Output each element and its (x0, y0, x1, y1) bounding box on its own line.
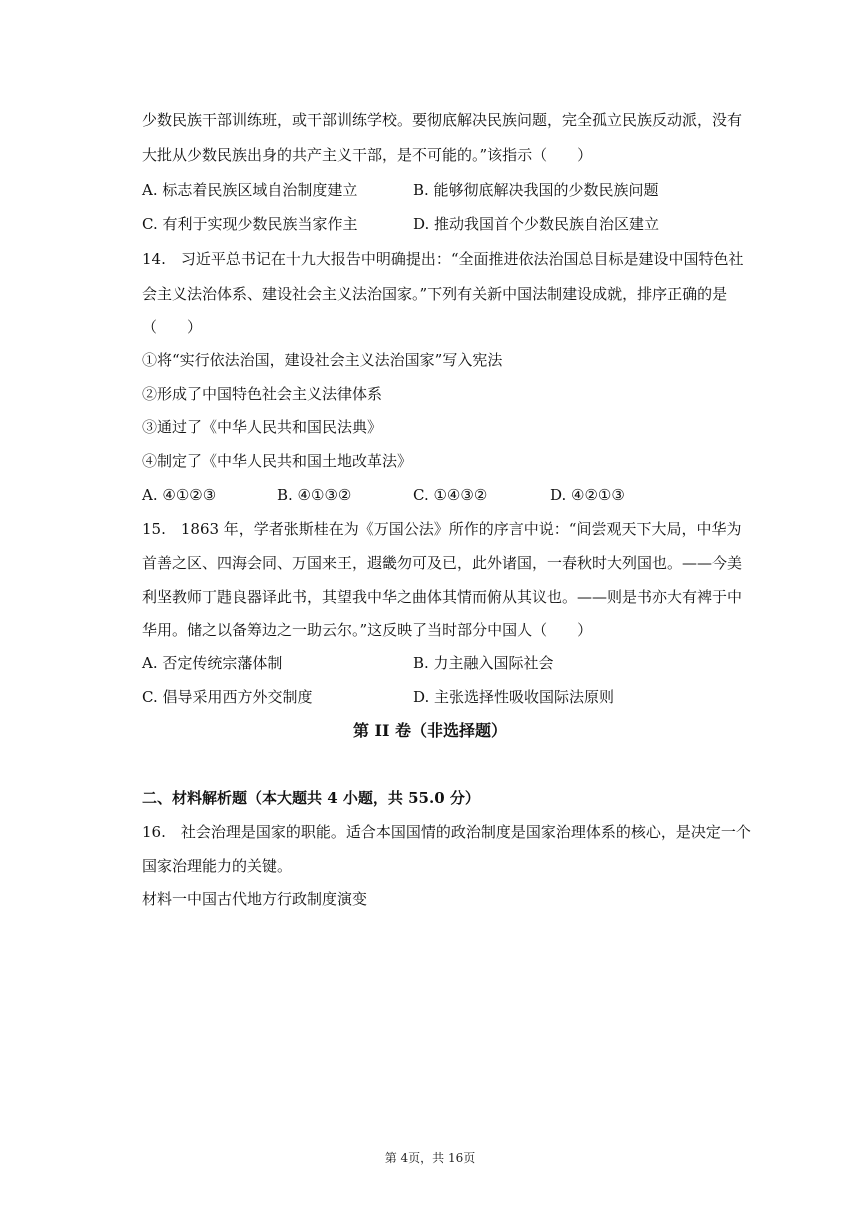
q13-option-b: B. 能够彻底解决我国的少数民族问题 (413, 181, 659, 199)
section-2-heading: 二、材料解析题（本大题共 4 小题，共 55.0 分） (142, 789, 480, 807)
q14-option-c: C. ①④③② (413, 486, 488, 504)
q15-option-b: B. 力主融入国际社会 (413, 654, 554, 672)
q15-option-d: D. 主张选择性吸收国际法原则 (413, 688, 615, 706)
q16-material-1-label: 材料一中国古代地方行政制度演变 (142, 890, 368, 908)
q16-line-1: 16. 社会治理是国家的职能。适合本国国情的政治制度是国家治理体系的核心，是决定一个 (142, 823, 751, 841)
q13-option-c: C. 有利于实现少数民族当家作主 (142, 215, 358, 233)
q13-option-d: D. 推动我国首个少数民族自治区建立 (413, 215, 660, 233)
q13-line-1: 少数民族干部训练班，或干部训练学校。要彻底解决民族问题，完全孤立民族反动派，没有 (142, 111, 743, 129)
q13-option-a: A. 标志着民族区域自治制度建立 (142, 181, 358, 199)
q14-item-3: ③通过了《中华人民共和国民法典》 (142, 418, 383, 436)
part-2-title: 第 II 卷（非选择题） (352, 721, 508, 740)
q15-option-c: C. 倡导采用西方外交制度 (142, 688, 313, 706)
q14-line-2: 会主义法治体系、建设社会主义法治国家。”下列有关新中国法制建设成就，排序正确的是 (142, 285, 728, 303)
q13-line-2: 大批从少数民族出身的共产主义干部，是不可能的。”该指示（ ） (142, 146, 593, 164)
q14-item-4: ④制定了《中华人民共和国土地改革法》 (142, 452, 413, 470)
q15-line-4: 华用。储之以备筹边之一助云尔。”这反映了当时部分中国人（ ） (142, 621, 593, 639)
q14-line-3: （ ） (142, 318, 203, 336)
q15-option-a: A. 否定传统宗藩体制 (142, 654, 283, 672)
q14-line-1: 14. 习近平总书记在十九大报告中明确提出：“全面推进依法治国总目标是建设中国特色社 (142, 250, 744, 268)
q15-line-2: 首善之区、四海会同、万国来王，遐畿勿可及已，此外诸国，一春秋时大列国也。——今美 (142, 554, 743, 572)
q14-item-2: ②形成了中国特色社会主义法律体系 (142, 385, 383, 403)
q14-option-a: A. ④①②③ (142, 486, 217, 504)
q14-item-1: ①将“实行依法治国，建设社会主义法治国家”写入宪法 (142, 351, 503, 369)
q14-option-d: D. ④②①③ (550, 486, 625, 504)
q16-line-2: 国家治理能力的关键。 (142, 857, 293, 875)
q15-line-3: 利坚教师丁韪良器译此书，其望我中华之曲体其情而俯从其议也。——则是书亦大有裨于中 (142, 588, 743, 606)
page-footer: 第 4页，共 16页 (384, 1151, 476, 1165)
q15-line-1: 15. 1863 年，学者张斯桂在为《万国公法》所作的序言中说：“间尝观天下大局，中华为 (142, 520, 742, 538)
q14-option-b: B. ④①③② (277, 486, 352, 504)
